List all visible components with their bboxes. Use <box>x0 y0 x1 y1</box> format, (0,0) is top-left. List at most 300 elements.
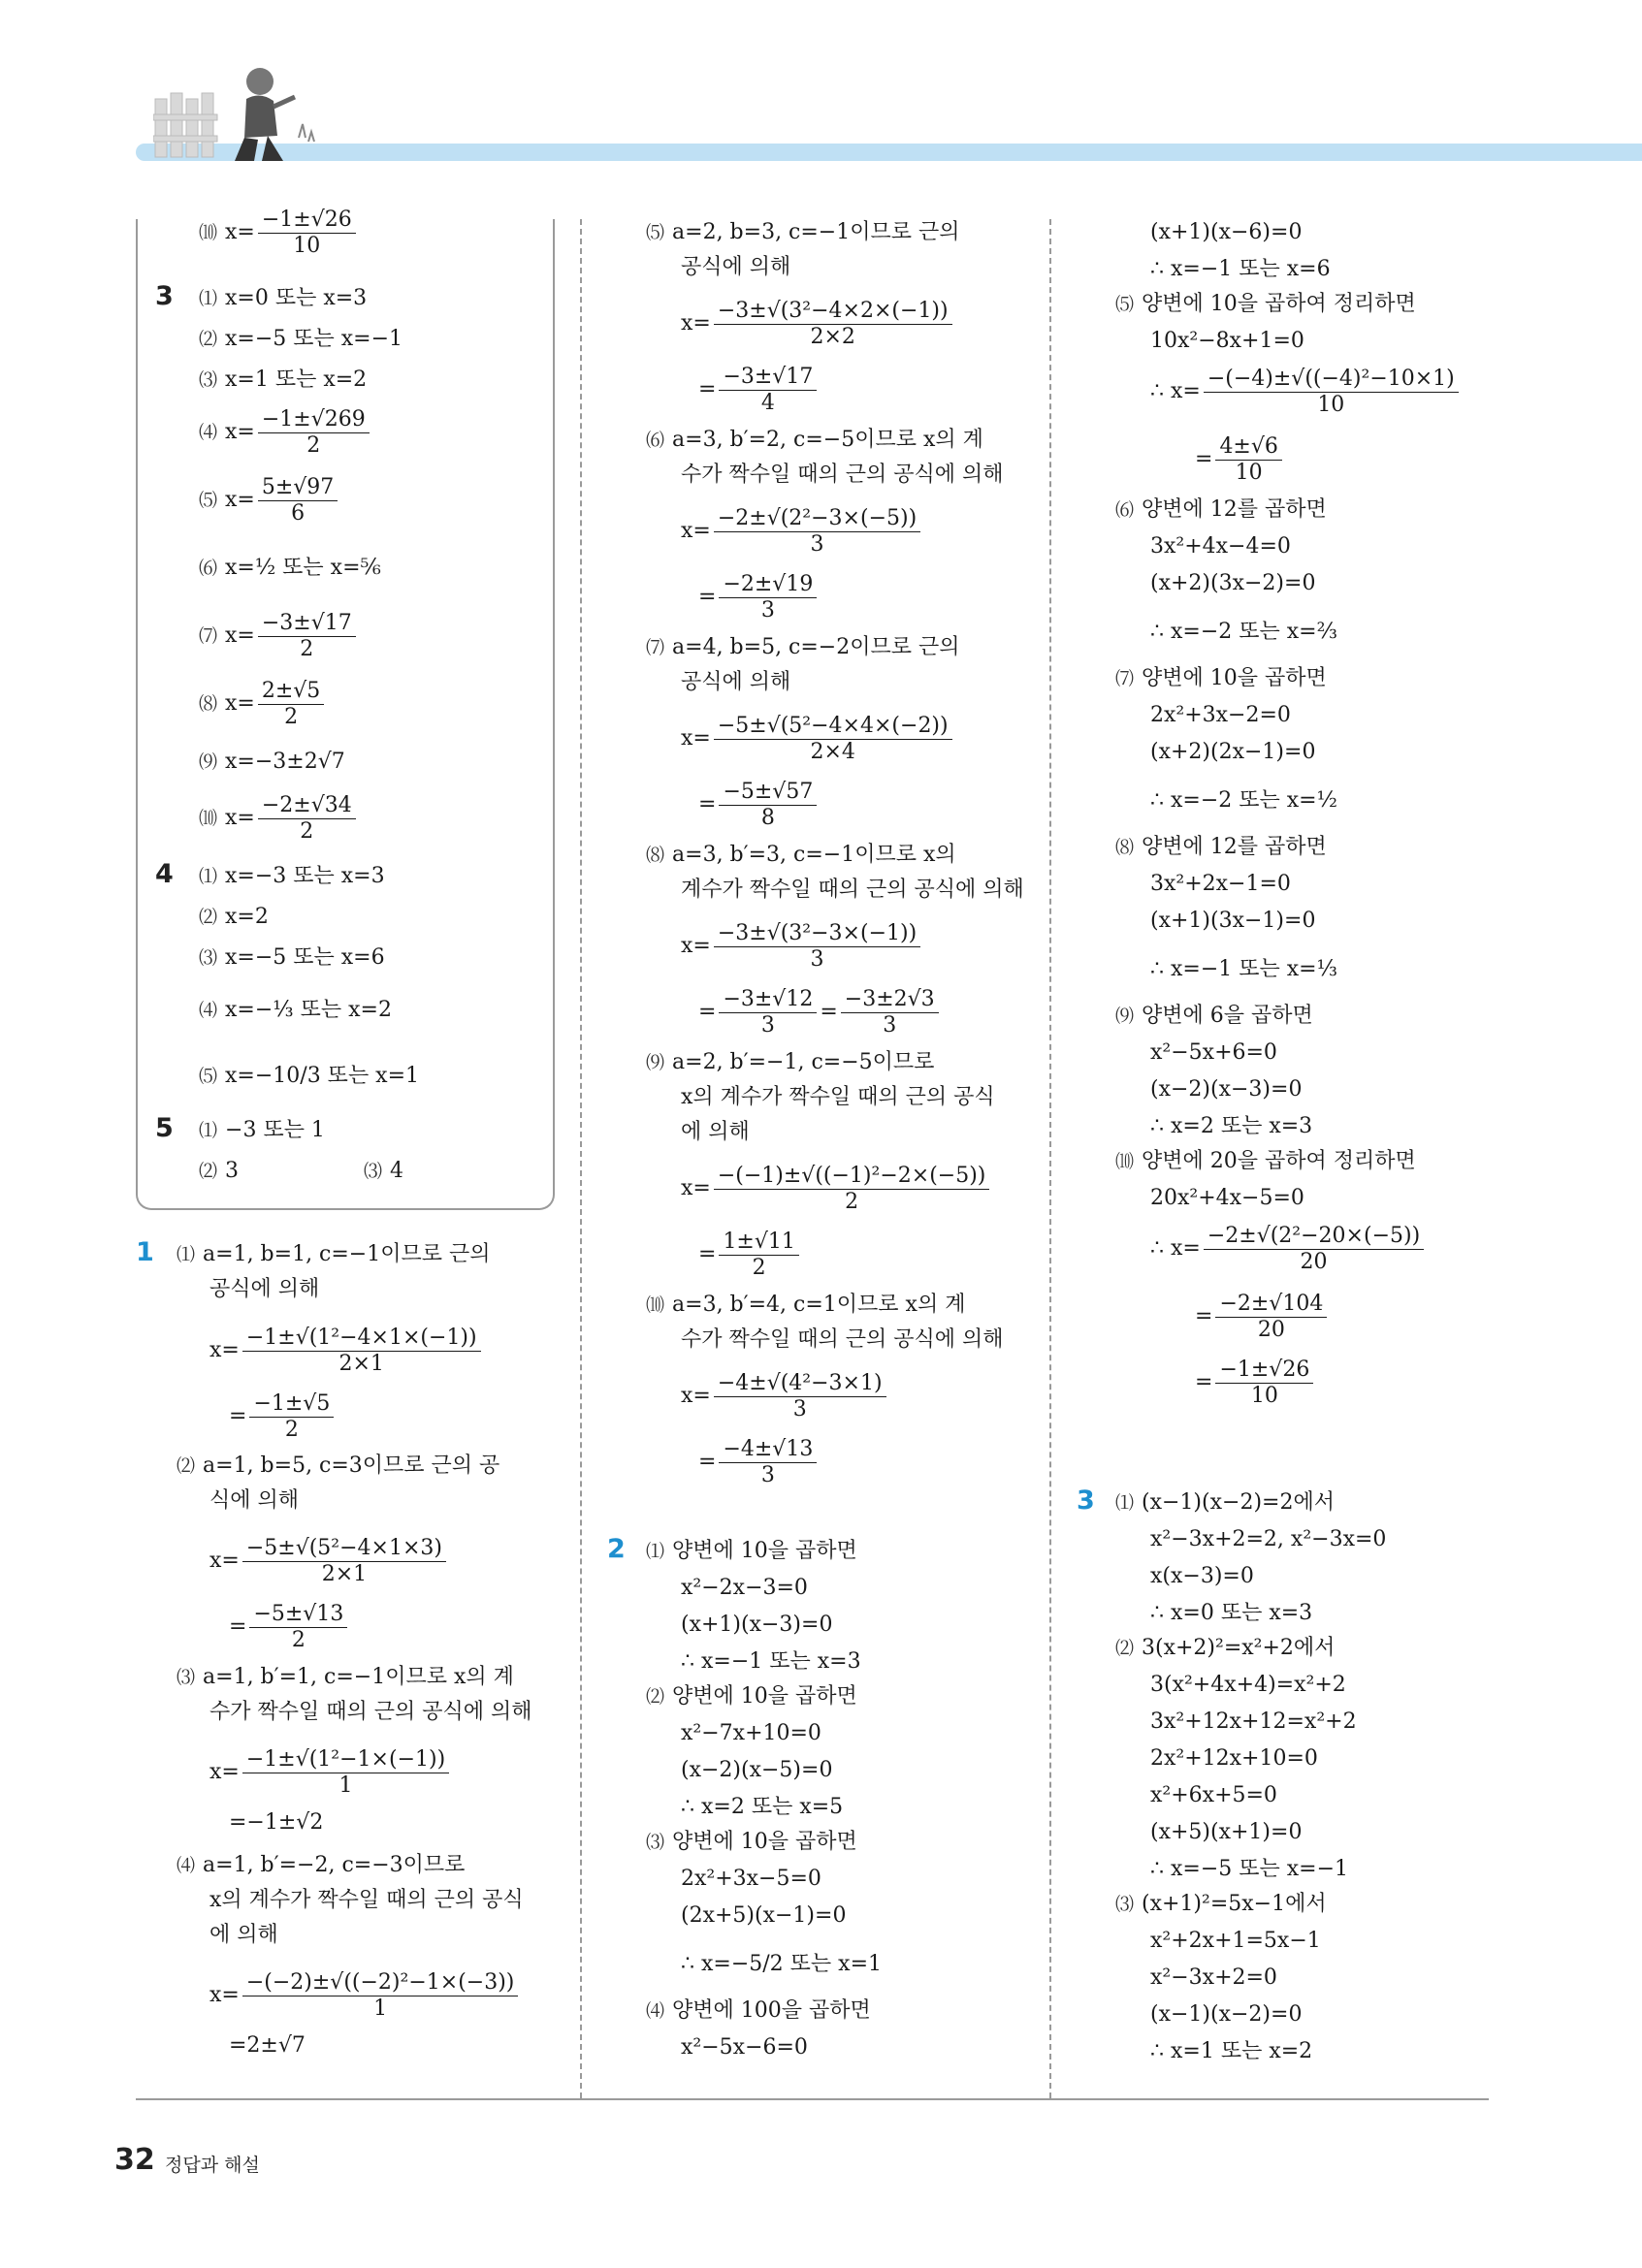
numerator: −2±√104 <box>1215 1293 1327 1317</box>
item-label: ⑽ <box>199 222 218 243</box>
solution-line <box>1150 906 1315 937</box>
denominator: 8 <box>760 805 775 830</box>
summary-answer-line <box>199 202 359 264</box>
item-label: ⑶ <box>199 369 218 391</box>
denominator: 3 <box>792 1396 807 1421</box>
fraction <box>714 300 952 347</box>
fraction <box>242 1326 481 1374</box>
solution-line <box>681 1864 821 1895</box>
math-text: ∴ x=−2 또는 x=½ <box>1150 788 1337 813</box>
item-label: ⑺ <box>199 625 218 647</box>
question-number: 2 <box>607 1534 626 1564</box>
numerator: 4±√6 <box>1215 435 1281 460</box>
numerator: −2±√(2²−20×(−5)) <box>1204 1225 1424 1249</box>
math-text: x=−5 또는 x=6 <box>225 945 385 970</box>
numerator: −2±√(2²−3×(−5)) <box>714 507 920 531</box>
math-text: a=2, b′=−1, c=−5이므로 <box>672 1050 935 1074</box>
denominator: 2 <box>284 704 299 729</box>
math-text: (x−2)(x−3)=0 <box>1150 1077 1303 1102</box>
math-prefix: = <box>698 585 717 609</box>
numerator: −5±√57 <box>719 781 817 805</box>
math-prefix: x= <box>209 1549 240 1573</box>
math-text: (x+1)(x−6)=0 <box>1150 220 1303 244</box>
denominator: 2 <box>306 432 321 458</box>
math-text: ∴ x=−5 또는 x=−1 <box>1150 1857 1349 1881</box>
numerator: −3±√12 <box>719 988 817 1012</box>
solution-line <box>681 1158 992 1220</box>
math-text: x²−2x−3=0 <box>681 1576 808 1600</box>
math-prefix: = <box>1195 447 1213 471</box>
numerator: −2±√34 <box>258 794 356 818</box>
fraction <box>1215 435 1281 483</box>
math-prefix: = <box>229 1404 247 1428</box>
math-text: x²−5x−6=0 <box>681 2035 808 2060</box>
solution-line <box>698 1431 820 1493</box>
solution-line <box>1150 1598 1312 1629</box>
math-prefix: x= <box>225 488 255 512</box>
math-text: 식에 의해 <box>209 1488 300 1513</box>
solution-line <box>1115 1889 1327 1920</box>
solution-line <box>1150 1963 1277 1994</box>
solution-line <box>209 1697 532 1728</box>
item-label: ⑸ <box>646 222 665 243</box>
math-prefix: x= <box>681 311 711 335</box>
numerator: −3±√(3²−3×(−1)) <box>714 922 920 946</box>
math-text: ∴ x=−5/2 또는 x=1 <box>681 1952 882 1976</box>
numerator: −4±√13 <box>719 1438 817 1462</box>
math-text: 2x²+3x−2=0 <box>1150 703 1291 727</box>
item-label: ⑹ <box>199 558 218 579</box>
solution-line <box>681 1901 846 1932</box>
math-text: 수가 짝수일 때의 근의 공식에 의해 <box>209 1700 532 1724</box>
fraction <box>249 1392 334 1440</box>
solution-line <box>681 915 923 977</box>
solution-line <box>209 1485 299 1517</box>
item-label: ⑴ <box>199 288 218 309</box>
numerator: −3±√17 <box>719 366 817 390</box>
solution-line <box>209 1530 449 1592</box>
item-label: ⑶ <box>646 1832 665 1853</box>
solution-line <box>1150 217 1302 248</box>
solution-line <box>681 460 1004 491</box>
math-text: x²−7x+10=0 <box>681 1721 821 1745</box>
item-label: ⑴ <box>199 1120 218 1141</box>
math-text: 양변에 10을 곱하면 <box>672 1684 857 1709</box>
fraction <box>258 408 370 456</box>
math-text: (x+5)(x+1)=0 <box>1150 1820 1303 1844</box>
solution-line <box>681 1949 882 1980</box>
solution-line <box>229 1386 337 1448</box>
denominator: 3 <box>760 1462 775 1487</box>
solution-line <box>681 252 790 283</box>
math-prefix: x= <box>209 1983 240 2007</box>
summary-answer-line <box>199 365 367 396</box>
math-text: 양변에 10을 곱하면 <box>1142 666 1327 690</box>
denominator: 2×2 <box>810 324 855 349</box>
math-text: 양변에 12를 곱하면 <box>1142 835 1327 859</box>
item-label: ⑺ <box>1115 668 1135 689</box>
solution-line <box>1195 1352 1316 1414</box>
solution-line <box>698 566 820 628</box>
math-text: −3 또는 1 <box>225 1118 325 1142</box>
math-text: 양변에 100을 곱하면 <box>672 1998 871 2023</box>
solution-line <box>681 1082 995 1113</box>
item-label: ⑶ <box>1115 1894 1135 1915</box>
math-text: 3x²+12x+12=x²+2 <box>1150 1709 1357 1734</box>
fraction <box>714 507 920 555</box>
fraction <box>719 1438 817 1485</box>
item-label: ⑷ <box>177 1855 196 1876</box>
numerator: 2±√5 <box>258 680 324 704</box>
summary-answer-line <box>199 553 381 584</box>
item-label: ⑵ <box>646 1686 665 1708</box>
math-text: ∴ x=2 또는 x=3 <box>1150 1114 1313 1138</box>
math-prefix: x= <box>681 1384 711 1408</box>
solution-line <box>681 1325 1004 1356</box>
solution-line <box>1150 954 1337 985</box>
numerator: −4±√(4²−3×1) <box>714 1372 886 1396</box>
item-label: ⑵ <box>177 1455 196 1477</box>
math-text: ∴ x=−2 또는 x=⅔ <box>1150 620 1337 644</box>
math-text: ∴ x=0 또는 x=3 <box>1150 1601 1313 1625</box>
summary-answer-line <box>199 605 359 667</box>
solution-line <box>681 2032 808 2063</box>
solution-line <box>698 1224 802 1286</box>
math-text: 3x²+2x−1=0 <box>1150 872 1291 896</box>
solution-line <box>698 359 820 421</box>
solution-line <box>209 1885 524 1916</box>
solution-line <box>1150 1999 1302 2030</box>
solution-line <box>681 293 955 355</box>
solution-line <box>681 1792 843 1823</box>
summary-answer-line <box>199 283 367 314</box>
solution-line <box>646 1536 857 1567</box>
math-text: (x+1)²=5x−1에서 <box>1142 1892 1327 1916</box>
solution-line <box>1115 289 1416 320</box>
page-number: 32 <box>114 2143 155 2177</box>
denominator: 2×4 <box>810 739 855 764</box>
summary-answer-line <box>199 995 392 1026</box>
solution-line <box>229 2030 306 2061</box>
summary-answer-line <box>199 902 269 933</box>
denominator: 4 <box>760 390 775 415</box>
solution-line <box>681 1117 750 1148</box>
denominator: 20 <box>1257 1317 1285 1342</box>
summary-answer-line <box>199 861 385 892</box>
item-label: ⑴ <box>199 866 218 887</box>
solution-line <box>681 1365 889 1427</box>
solution-line <box>646 1290 965 1321</box>
item-label: ⑼ <box>1115 1006 1135 1027</box>
item-label: ⑶ <box>177 1667 196 1688</box>
item-label: ⑶ <box>199 947 218 969</box>
solution-line <box>646 1047 934 1078</box>
math-text: 공식에 의해 <box>681 255 791 279</box>
math-text: ∴ x=2 또는 x=5 <box>681 1795 844 1819</box>
math-text: a=3, b′=2, c=−5이므로 x의 계 <box>672 428 983 452</box>
fraction <box>719 1230 798 1278</box>
solution-line <box>646 425 983 456</box>
summary-answer-line <box>199 1115 325 1146</box>
fraction <box>714 922 920 970</box>
numerator: −1±√(1²−1×(−1)) <box>242 1748 449 1773</box>
math-text: 수가 짝수일 때의 근의 공식에 의해 <box>681 463 1004 487</box>
math-text: (x+1)(x−3)=0 <box>681 1613 833 1637</box>
summary-answer-line <box>199 787 359 849</box>
denominator: 1 <box>338 1773 353 1798</box>
math-text: a=2, b=3, c=−1이므로 근의 <box>672 220 960 244</box>
solution-line <box>646 217 960 248</box>
math-text: =2±√7 <box>229 2033 306 2058</box>
item-label: ⑵ <box>199 907 218 928</box>
solution-line <box>1150 737 1315 768</box>
denominator: 2 <box>300 636 314 661</box>
solution-line <box>698 774 820 836</box>
math-text: 2x²+3x−5=0 <box>681 1867 821 1891</box>
math-text: 양변에 20을 곱하여 정리하면 <box>1142 1149 1416 1173</box>
solution-line <box>1150 1670 1346 1701</box>
item-label: ⑻ <box>199 693 218 715</box>
solution-line <box>1150 617 1337 648</box>
math-text: (x−1)(x−2)=0 <box>1150 2002 1303 2027</box>
item-label: ⑵ <box>1115 1638 1135 1659</box>
solution-line <box>177 1451 499 1482</box>
math-text: x=1 또는 x=2 <box>225 367 368 392</box>
summary-answer-line <box>199 401 372 463</box>
solution-line <box>1150 700 1291 731</box>
solution-line <box>1150 568 1315 599</box>
fraction <box>714 1372 886 1420</box>
item-label: ⑴ <box>646 1541 665 1562</box>
math-text: 2x²+12x+10=0 <box>1150 1746 1318 1771</box>
solution-line <box>1150 1111 1312 1142</box>
denominator: 2×1 <box>338 1351 384 1376</box>
denominator: 3 <box>883 1012 897 1038</box>
math-text: (x+2)(3x−2)=0 <box>1150 571 1316 595</box>
math-prefix: = <box>698 1450 717 1474</box>
item-label: ⑸ <box>199 1066 218 1087</box>
math-prefix: ∴ x= <box>1150 379 1201 403</box>
item-label: ⑴ <box>1115 1492 1135 1514</box>
math-text: x=−5 또는 x=−1 <box>225 327 403 351</box>
denominator: 2×1 <box>321 1561 368 1586</box>
math-prefix: x= <box>681 726 711 751</box>
solution-line <box>177 1850 465 1881</box>
math-text: x=2 <box>225 905 269 929</box>
math-text: a=1, b′=1, c=−1이므로 x의 계 <box>203 1665 514 1689</box>
math-prefix: x= <box>681 934 711 958</box>
math-text: a=1, b′=−2, c=−3이므로 <box>203 1853 466 1877</box>
denominator: 2 <box>300 818 314 844</box>
footer-rule <box>136 2098 1489 2100</box>
solution-line <box>646 632 960 663</box>
numerator: −3±√17 <box>258 612 356 636</box>
solution-line <box>681 1755 832 1786</box>
math-text: 양변에 12를 곱하면 <box>1142 497 1327 522</box>
denominator: 10 <box>1250 1383 1278 1408</box>
solution-line <box>681 667 790 698</box>
math-text: ∴ x=−1 또는 x=6 <box>1150 257 1331 281</box>
item-label: ⑼ <box>199 751 218 773</box>
question-number: 3 <box>1077 1485 1095 1516</box>
solution-line <box>1115 1001 1313 1032</box>
math-text: x=−⅓ 또는 x=2 <box>225 998 392 1022</box>
math-text: ∴ x=1 또는 x=2 <box>1150 2039 1313 2063</box>
math-text: x=−10/3 또는 x=1 <box>225 1064 420 1088</box>
section-title: 정답과 해설 <box>165 2155 260 2176</box>
solution-line <box>681 500 923 562</box>
solution-line <box>1150 869 1291 900</box>
denominator: 6 <box>291 500 306 526</box>
math-text: 10x²−8x+1=0 <box>1150 329 1304 353</box>
item-label: ⑽ <box>646 1294 665 1316</box>
denominator: 3 <box>810 946 824 972</box>
math-prefix: = <box>698 792 717 816</box>
solution-line <box>1150 531 1291 562</box>
column-divider-2 <box>1049 219 1051 2098</box>
fraction <box>242 1537 446 1584</box>
denominator: 2 <box>752 1255 766 1280</box>
math-text: 4 <box>390 1159 404 1183</box>
solution-line <box>646 840 956 871</box>
numerator: −(−1)±√((−1)²−2×(−5)) <box>714 1165 990 1189</box>
solution-line <box>229 1807 323 1838</box>
summary-answer-line <box>199 469 340 531</box>
math-text: x=−3±2√7 <box>225 750 345 774</box>
fraction <box>258 208 356 256</box>
denominator: 1 <box>373 1996 388 2021</box>
solution-line <box>1150 1817 1302 1848</box>
math-text: x=½ 또는 x=⅚ <box>225 556 381 580</box>
math-text: 에 의해 <box>209 1923 278 1947</box>
fraction <box>1215 1358 1313 1406</box>
solution-line <box>646 1996 871 2027</box>
solution-line <box>1115 1633 1335 1664</box>
summary-answer-line <box>199 324 402 355</box>
math-text: x=−3 또는 x=3 <box>225 864 385 888</box>
summary-answer-line <box>199 942 385 974</box>
solution-line <box>646 1681 857 1712</box>
math-prefix: x= <box>225 220 255 244</box>
math-prefix: x= <box>225 420 255 444</box>
math-prefix: x= <box>209 1338 240 1362</box>
math-prefix: = <box>1195 1370 1213 1394</box>
fraction <box>1204 367 1459 415</box>
summary-answer-line <box>199 747 345 778</box>
math-text: 양변에 10을 곱하면 <box>672 1830 857 1854</box>
numerator: −3±2√3 <box>841 988 939 1012</box>
math-prefix: = <box>698 377 717 401</box>
numerator: −1±√269 <box>258 408 370 432</box>
fraction <box>719 366 817 413</box>
item-label: ⑹ <box>1115 499 1135 521</box>
math-prefix: = <box>698 1000 717 1024</box>
item-label: ⑵ <box>199 1161 218 1182</box>
question-number: 5 <box>155 1113 174 1143</box>
solution-line <box>1150 254 1331 285</box>
fraction <box>719 988 817 1036</box>
summary-answer-line <box>199 1061 419 1092</box>
solution-line <box>1150 1524 1386 1555</box>
denominator: 10 <box>293 233 321 258</box>
math-prefix: x= <box>681 1176 711 1200</box>
solution-line <box>646 1827 857 1858</box>
math-text: 양변에 10을 곱하여 정리하면 <box>1142 292 1416 316</box>
solution-line <box>1150 1183 1304 1214</box>
math-text: a=3, b′=3, c=−1이므로 x의 <box>672 843 956 867</box>
fraction <box>719 573 817 621</box>
math-text: 수가 짝수일 때의 근의 공식에 의해 <box>681 1327 1004 1352</box>
item-label: ⑵ <box>199 329 218 350</box>
math-text: (x−2)(x−5)=0 <box>681 1758 833 1782</box>
math-text: x²+2x+1=5x−1 <box>1150 1929 1321 1953</box>
denominator: 10 <box>1235 460 1263 485</box>
item-label: ⑴ <box>177 1244 196 1265</box>
solution-line <box>1150 1074 1302 1105</box>
numerator: −1±√5 <box>249 1392 334 1417</box>
item-label: ⑷ <box>199 422 218 443</box>
fraction <box>841 988 939 1036</box>
numerator: 5±√97 <box>258 476 338 500</box>
solution-line <box>1150 1926 1321 1957</box>
fraction <box>1215 1293 1327 1340</box>
math-text: =−1±√2 <box>229 1810 324 1835</box>
math-text: 공식에 의해 <box>209 1277 320 1301</box>
numerator: −1±√26 <box>1215 1358 1313 1383</box>
item-label: ⑽ <box>1115 1151 1135 1172</box>
item-label: ⑹ <box>646 430 665 451</box>
solution-line <box>1150 361 1462 423</box>
solution-line <box>1150 1218 1427 1280</box>
math-text: 3x²+4x−4=0 <box>1150 534 1291 559</box>
solution-line <box>681 708 955 770</box>
math-text: x의 계수가 짝수일 때의 근의 공식 <box>681 1085 995 1109</box>
math-text: 20x²+4x−5=0 <box>1150 1186 1304 1210</box>
denominator: 20 <box>1300 1249 1328 1274</box>
item-label: ⑸ <box>1115 294 1135 315</box>
math-text: (x−1)(x−2)=2에서 <box>1142 1490 1335 1515</box>
solution-line <box>1150 1561 1254 1592</box>
solution-line <box>681 1718 821 1749</box>
math-text: x(x−3)=0 <box>1150 1564 1254 1588</box>
solution-line <box>1115 1487 1335 1518</box>
math-text: x²+6x+5=0 <box>1150 1783 1277 1807</box>
header-bar <box>136 144 1642 161</box>
math-prefix: x= <box>225 806 255 830</box>
math-text: 계수가 짝수일 때의 근의 공식에 의해 <box>681 878 1024 902</box>
math-text: (2x+5)(x−1)=0 <box>681 1903 847 1928</box>
denominator: 3 <box>810 531 824 557</box>
math-prefix: = <box>698 1242 717 1266</box>
numerator: 1±√11 <box>719 1230 798 1255</box>
fraction <box>714 1165 990 1212</box>
math-text: 공식에 의해 <box>681 670 791 694</box>
numerator: −2±√19 <box>719 573 817 597</box>
question-number: 1 <box>136 1237 154 1267</box>
fraction <box>258 476 338 524</box>
math-text: 에 의해 <box>681 1120 750 1144</box>
numerator: −(−4)±√((−4)²−10×1) <box>1204 367 1459 392</box>
question-number: 4 <box>155 859 174 889</box>
solution-line <box>209 1274 319 1305</box>
item-label: ⑽ <box>199 808 218 829</box>
math-prefix: x= <box>209 1760 240 1784</box>
math-text: x²−5x+6=0 <box>1150 1040 1277 1065</box>
solution-line <box>1150 785 1337 816</box>
fraction <box>249 1603 347 1650</box>
fraction <box>258 794 356 842</box>
item-label: ⑺ <box>646 637 665 658</box>
